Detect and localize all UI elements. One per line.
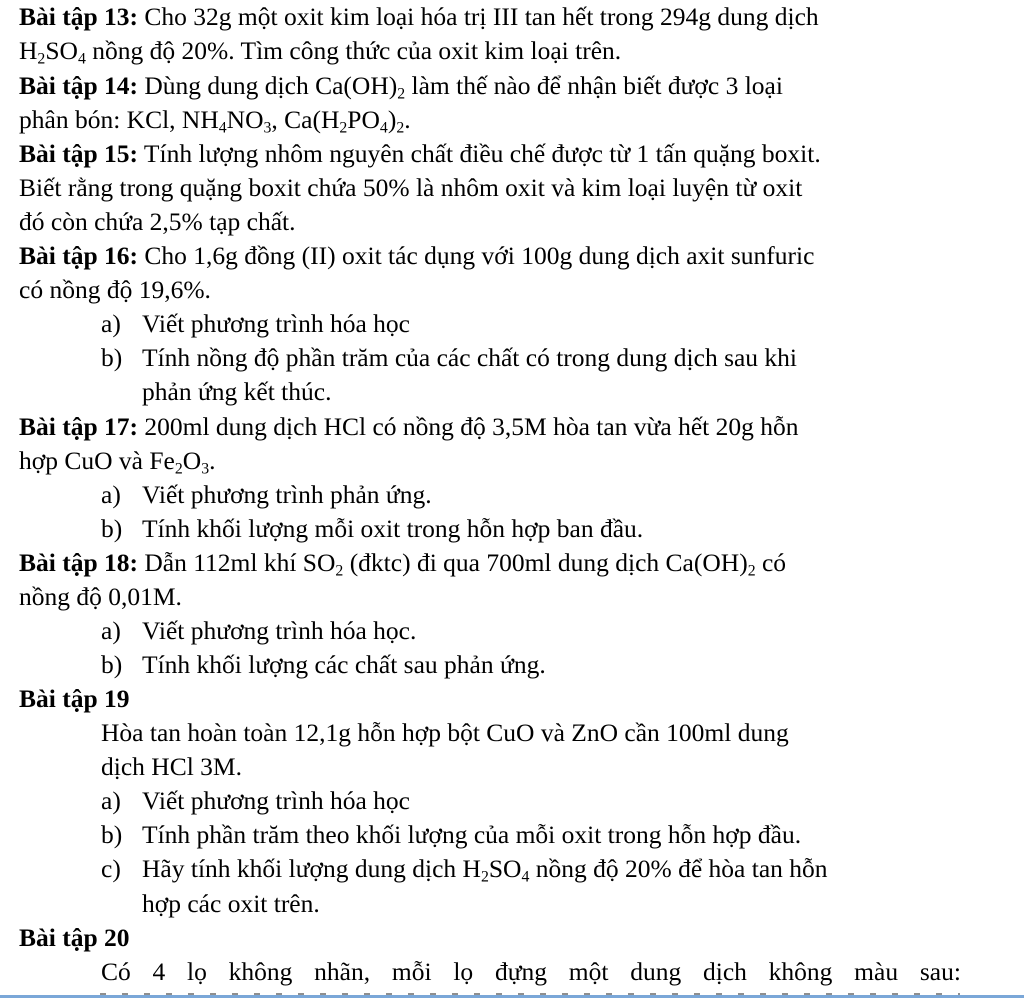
exercise-20-heading: Bài tập 20 (19, 923, 130, 952)
formula-part: , Ca(H (271, 105, 340, 134)
exercise-15-text: Tính lượng nhôm nguyên chất điều chế được từ 1 tấn quặng boxit. (138, 139, 821, 168)
exercise-19-paragraph-1: Hòa tan hoàn toàn 12,1g hỗn hợp bột CuO và ZnO cần 100ml dung (101, 718, 789, 747)
formula-part: ) (387, 105, 397, 134)
formula-part: NO (226, 105, 264, 134)
subscript: 2 (37, 50, 46, 68)
formula-part: PO (347, 105, 380, 134)
exercise-17-text: 200ml dung dịch HCl có nồng độ 3,5M hòa tan vừa hết 20g hỗn (138, 412, 799, 441)
formula-part: phân bón: KCl, NH (19, 105, 219, 134)
exercise-18-item-a-text: Viết phương trình hóa học. (142, 616, 417, 645)
subscript: 2 (335, 562, 344, 580)
exercise-19-item-c-text-2: hợp các oxit trên. (142, 889, 320, 918)
exercise-20-word: Có (101, 957, 131, 986)
subscript: 2 (174, 460, 183, 478)
formula-part: H (19, 36, 38, 65)
formula-part: hợp CuO và Fe (19, 446, 175, 475)
exercise-19-item-b (101, 818, 122, 852)
exercise-20-word: dung (630, 957, 682, 986)
exercise-20-word: dịch (702, 957, 747, 986)
exercise-19-paragraph-2: dịch HCl 3M. (101, 752, 242, 781)
exercise-19-item-c (101, 852, 121, 886)
exercise-20-word: đựng (494, 957, 548, 986)
exercise-19-item-a-text: Viết phương trình hóa học (142, 786, 410, 815)
subscript: 2 (396, 119, 405, 137)
exercise-17-heading: Bài tập 17: (19, 412, 139, 441)
item-label: a) (101, 616, 121, 645)
exercise-20-word: không (768, 957, 833, 986)
exercise-19-heading: Bài tập 19 (19, 684, 130, 713)
exercise-20-word: nhãn, (314, 957, 371, 986)
exercise-16-text: Cho 1,6g đồng (II) oxit tác dụng với 100g dung dịch axit sunfuric (138, 241, 815, 270)
subscript: 3 (263, 119, 272, 137)
window-bottom-border (0, 995, 1024, 998)
item-label: a) (101, 480, 121, 509)
formula-part: SO (45, 36, 78, 65)
formula-part: . (209, 446, 216, 475)
exercise-18-line-2: nồng độ 0,01M. (19, 582, 182, 611)
exercise-20-word: màu (854, 957, 899, 986)
exercise-14-heading: Bài tập 14: (19, 71, 139, 100)
formula-part: SO (488, 854, 522, 883)
exercise-16-line-2: có nồng độ 19,6%. (19, 275, 211, 304)
exercise-20-word: lọ (453, 957, 474, 986)
exercise-18-item-b-text: Tính khối lượng các chất sau phản ứng. (142, 650, 546, 679)
exercise-13-heading: Bài tập 13: (19, 2, 139, 31)
exercise-13-text: Cho 32g một oxit kim loại hóa trị III tan hết trong 294g dung dịch (138, 2, 819, 31)
exercise-17-item-b-text: Tính khối lượng mỗi oxit trong hỗn hợp ban đầu. (142, 514, 644, 543)
subscript: 4 (218, 119, 227, 137)
subscript: 4 (77, 50, 86, 68)
exercise-16-item-b-text-2: phản ứng kết thúc. (142, 377, 332, 406)
item-label: b) (101, 514, 123, 543)
formula-part: nồng độ 20% để hòa tan hỗn (529, 854, 828, 883)
exercise-13-line-2 (19, 34, 621, 68)
exercise-14-text: Dùng dung dịch Ca(OH) (138, 71, 398, 100)
exercise-13-line-1 (19, 0, 819, 34)
item-label: b) (101, 343, 123, 372)
exercise-17-item-a-text: Viết phương trình phản ứng. (142, 480, 432, 509)
exercise-20-word: lọ (187, 957, 207, 986)
exercise-20-paragraph-1 (101, 955, 961, 989)
exercise-20-word: không (228, 957, 293, 986)
subscript: 2 (339, 119, 348, 137)
exercise-13-text-2: nồng độ 20%. Tìm công thức của oxit kim loại trên. (85, 36, 622, 65)
item-label: a) (101, 786, 121, 815)
exercise-18-item-b (101, 648, 122, 682)
exercise-15-line-1 (19, 137, 821, 171)
exercise-15-line-3: đó còn chứa 2,5% tạp chất. (19, 207, 296, 236)
exercise-15-heading: Bài tập 15: (19, 139, 139, 168)
exercise-19-item-c-text (142, 852, 828, 886)
item-label: b) (101, 650, 123, 679)
subscript: 2 (397, 85, 406, 103)
subscript: 4 (521, 868, 530, 886)
exercise-14-text-b: làm thế nào để nhận biết được 3 loại (405, 71, 783, 100)
exercise-20-word: mỗi (391, 957, 432, 986)
exercise-15-line-2: Biết rằng trong quặng boxit chứa 50% là nhôm oxit và kim loại luyện từ oxit (19, 173, 803, 202)
exercise-18-text: Dẫn 112ml khí SO (138, 548, 336, 577)
exercise-19-item-a (101, 784, 121, 818)
exercise-18-line-1 (19, 546, 786, 580)
exercise-20-word: một (568, 957, 609, 986)
exercise-18-heading: Bài tập 18: (19, 548, 139, 577)
formula-part: Hãy tính khối lượng dung dịch H (142, 854, 481, 883)
exercise-16-line-1 (19, 239, 814, 273)
subscript: 2 (480, 868, 489, 886)
exercise-16-heading: Bài tập 16: (19, 241, 139, 270)
exercise-18-text-b: (đktc) đi qua 700ml dung dịch Ca(OH) (343, 548, 748, 577)
exercise-14-line-2 (19, 103, 411, 137)
exercise-16-item-b (101, 341, 122, 375)
exercise-17-item-a (101, 478, 121, 512)
exercise-14-line-1 (19, 69, 783, 103)
exercise-16-item-b-text: Tính nồng độ phần trăm của các chất có trong dung dịch sau khi (142, 343, 798, 372)
exercise-18-text-c: có (755, 548, 787, 577)
formula-part: O (182, 446, 202, 475)
exercise-18-item-a (101, 614, 121, 648)
exercise-20-word: 4 (152, 957, 166, 986)
item-label: b) (101, 820, 123, 849)
exercise-17-line-2 (19, 444, 215, 478)
item-label: a) (101, 309, 121, 338)
exercise-19-item-b-text: Tính phần trăm theo khối lượng của mỗi oxit trong hỗn hợp đầu. (142, 820, 802, 849)
item-label: c) (101, 854, 121, 883)
subscript: 3 (201, 460, 210, 478)
exercise-17-item-b (101, 512, 122, 546)
exercise-16-item-a (101, 307, 121, 341)
exercise-20-word: sau: (919, 957, 961, 986)
formula-part: . (404, 105, 411, 134)
exercise-17-line-1 (19, 410, 798, 444)
subscript: 2 (747, 562, 756, 580)
subscript: 4 (379, 119, 388, 137)
exercise-16-item-a-text: Viết phương trình hóa học (142, 309, 410, 338)
